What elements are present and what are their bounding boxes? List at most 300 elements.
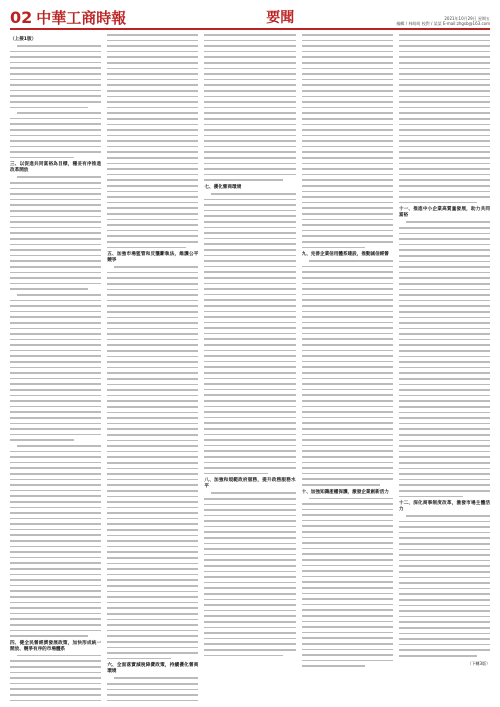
text-line <box>399 543 490 545</box>
text-line <box>10 378 101 380</box>
text-line <box>399 621 490 623</box>
text-line <box>204 311 295 313</box>
text-line <box>302 389 393 391</box>
text-line <box>399 638 490 640</box>
text-line <box>107 551 198 553</box>
text-line <box>399 129 490 131</box>
text-line <box>107 289 198 291</box>
text-line <box>302 598 393 600</box>
text-line <box>399 428 490 430</box>
text-line <box>399 79 490 81</box>
text-line <box>302 456 393 458</box>
text-line <box>107 241 198 243</box>
text-line <box>204 90 295 92</box>
text-line <box>10 467 101 469</box>
text-line <box>107 658 171 660</box>
text-line <box>10 666 101 668</box>
text-line <box>107 484 198 486</box>
text-line <box>399 456 490 458</box>
text-line <box>204 509 295 511</box>
text-line <box>204 305 295 307</box>
body-text <box>302 34 393 248</box>
text-line <box>302 79 393 81</box>
text-line <box>107 300 198 302</box>
text-line <box>302 394 393 396</box>
text-line <box>204 428 295 430</box>
text-line <box>302 90 393 92</box>
text-line <box>399 244 490 246</box>
text-line <box>302 484 380 486</box>
text-line <box>107 84 198 86</box>
text-line <box>204 543 295 545</box>
text-line <box>107 635 198 637</box>
text-line <box>399 560 490 562</box>
text-line <box>10 546 101 548</box>
text-line <box>10 73 101 75</box>
text-line <box>204 84 295 86</box>
text-line <box>399 372 490 374</box>
text-line <box>204 643 295 645</box>
text-line <box>10 683 101 685</box>
text-line <box>10 244 101 246</box>
text-line <box>107 350 198 352</box>
text-line <box>10 283 101 285</box>
text-line <box>107 423 198 425</box>
text-line <box>302 224 393 226</box>
text-line <box>107 294 198 296</box>
text-line <box>204 227 295 229</box>
text-line <box>399 266 490 268</box>
text-line <box>302 565 393 567</box>
text-line <box>302 305 393 307</box>
text-line <box>399 238 490 240</box>
heading-6: 八、加強和規範政府服務，提升政務服務水平 <box>204 478 296 490</box>
text-line <box>10 434 101 436</box>
text-line <box>107 630 198 632</box>
text-line <box>204 604 295 606</box>
body-text <box>302 498 393 667</box>
text-line <box>204 467 295 469</box>
body-text <box>10 45 101 158</box>
text-line <box>302 445 393 447</box>
text-line <box>17 45 101 47</box>
heading-2: 四、健全民營經濟發展政策，加快形成統一開放、競爭有序的市場體系 <box>10 640 102 652</box>
text-line <box>204 288 295 290</box>
text-line <box>10 56 101 58</box>
text-line <box>204 163 295 165</box>
text-line <box>10 355 101 357</box>
column-2 <box>107 34 198 702</box>
text-line <box>399 174 490 176</box>
text-line <box>10 635 88 637</box>
text-line <box>204 582 295 584</box>
text-line <box>10 428 101 430</box>
body-text <box>399 515 490 656</box>
text-line <box>302 45 393 47</box>
text-line <box>399 191 490 193</box>
text-line <box>399 202 477 204</box>
text-line <box>107 202 198 204</box>
text-line <box>10 372 101 374</box>
text-line <box>204 473 268 475</box>
text-line <box>302 525 393 527</box>
text-line <box>107 496 198 498</box>
text-line <box>399 344 490 346</box>
text-line <box>399 196 490 198</box>
text-line <box>107 185 198 187</box>
text-line <box>399 468 490 470</box>
heading-7: 九、完善企業信用體系建設，推動誠信經營 <box>301 252 389 258</box>
text-line <box>399 112 490 114</box>
text-line <box>10 406 101 408</box>
text-line <box>107 647 198 649</box>
text-line <box>204 255 295 257</box>
text-line <box>399 532 490 534</box>
text-line <box>406 221 490 223</box>
text-line <box>302 553 393 555</box>
text-line <box>302 288 393 290</box>
text-line <box>10 490 101 492</box>
text-line <box>204 439 295 441</box>
text-line <box>302 434 393 436</box>
text-line <box>10 400 101 402</box>
text-line <box>107 400 198 402</box>
text-line <box>107 529 198 531</box>
text-line <box>302 163 393 165</box>
text-line <box>204 576 295 578</box>
text-line <box>399 283 490 285</box>
text-line <box>10 367 101 369</box>
text-line <box>302 96 393 98</box>
text-line <box>10 238 101 240</box>
text-line <box>204 51 295 53</box>
text-line <box>204 96 295 98</box>
text-line <box>302 129 393 131</box>
text-line <box>204 638 295 640</box>
text-line <box>107 174 198 176</box>
text-line <box>204 174 295 176</box>
text-line <box>107 45 198 47</box>
text-line <box>107 585 198 587</box>
text-line <box>107 535 198 537</box>
text-line <box>204 73 295 75</box>
text-line <box>399 361 490 363</box>
text-line <box>399 118 490 120</box>
text-line <box>10 182 101 184</box>
text-line <box>302 56 393 58</box>
text-line <box>302 503 393 505</box>
text-line <box>204 587 295 589</box>
text-line <box>10 557 101 559</box>
text-line <box>302 241 393 243</box>
text-line <box>17 655 101 657</box>
text-line <box>107 378 198 380</box>
text-line <box>10 462 101 464</box>
text-line <box>204 565 295 567</box>
text-line <box>309 260 393 262</box>
text-line <box>10 266 101 268</box>
text-line <box>10 255 101 257</box>
text-line <box>204 406 295 408</box>
text-line <box>204 333 295 335</box>
text-line <box>107 591 198 593</box>
text-line <box>10 221 101 223</box>
text-line <box>399 179 490 181</box>
text-line <box>10 473 101 475</box>
text-line <box>10 204 101 206</box>
text-line <box>399 526 490 528</box>
text-line <box>107 51 198 53</box>
text-line <box>302 406 393 408</box>
text-line <box>399 90 490 92</box>
text-line <box>107 118 198 120</box>
text-line <box>204 655 282 657</box>
text-line <box>399 378 490 380</box>
text-line <box>204 107 295 109</box>
text-line <box>204 243 295 245</box>
text-line <box>204 168 295 170</box>
text-line <box>204 221 295 223</box>
text-line <box>302 333 393 335</box>
text-line <box>10 328 101 330</box>
text-line <box>399 627 490 629</box>
text-line <box>107 196 198 198</box>
text-line <box>302 559 393 561</box>
text-line <box>399 84 490 86</box>
text-line <box>211 492 295 494</box>
text-line <box>107 344 198 346</box>
text-line <box>399 328 490 330</box>
page-number: 02 <box>10 8 33 27</box>
text-line <box>399 490 490 492</box>
text-line <box>107 272 198 274</box>
text-line <box>302 185 393 187</box>
text-line <box>107 563 198 565</box>
text-line <box>399 272 490 274</box>
text-line <box>204 294 295 296</box>
text-line <box>10 534 101 536</box>
text-line <box>302 422 393 424</box>
text-line <box>204 118 295 120</box>
text-line <box>204 372 295 374</box>
text-line <box>10 607 101 609</box>
text-line <box>107 523 198 525</box>
text-line <box>399 496 463 498</box>
text-line <box>302 202 393 204</box>
text-line <box>10 272 101 274</box>
text-line <box>107 372 198 374</box>
text-line <box>204 394 295 396</box>
text-line <box>107 129 198 131</box>
text-line <box>399 333 490 335</box>
text-line <box>204 338 295 340</box>
text-line <box>406 515 490 517</box>
text-line <box>399 406 490 408</box>
text-line <box>10 579 101 581</box>
text-line <box>107 557 198 559</box>
text-line <box>204 79 295 81</box>
text-line <box>107 311 198 313</box>
text-line <box>204 355 295 357</box>
text-line <box>204 140 295 142</box>
text-line <box>399 146 490 148</box>
text-line <box>107 356 198 358</box>
text-line <box>107 40 198 42</box>
text-line <box>302 581 393 583</box>
text-line <box>399 367 490 369</box>
column-4 <box>302 34 393 702</box>
text-line <box>302 294 393 296</box>
text-line <box>10 484 101 486</box>
text-line <box>204 366 295 368</box>
text-line <box>302 62 393 64</box>
text-line <box>399 549 490 551</box>
text-line <box>302 576 393 578</box>
text-line <box>204 45 295 47</box>
text-line <box>302 174 393 176</box>
text-line <box>204 632 295 634</box>
text-line <box>10 512 101 514</box>
text-line <box>10 249 101 251</box>
text-line <box>107 56 198 58</box>
text-line <box>10 562 101 564</box>
text-line <box>107 417 198 419</box>
text-line <box>302 213 393 215</box>
text-line <box>204 400 295 402</box>
column-5 <box>399 34 490 702</box>
text-line <box>107 339 198 341</box>
text-line <box>10 157 74 159</box>
text-line <box>302 327 393 329</box>
text-line <box>399 582 490 584</box>
text-line <box>107 574 198 576</box>
text-line <box>10 574 101 576</box>
text-line <box>10 322 101 324</box>
text-line <box>10 232 101 234</box>
text-line <box>107 191 198 193</box>
text-line <box>302 361 393 363</box>
text-line <box>10 288 88 290</box>
text-line <box>107 445 198 447</box>
text-line <box>302 146 393 148</box>
text-line <box>399 577 490 579</box>
text-line <box>107 395 198 397</box>
text-line <box>399 157 490 159</box>
text-line <box>302 68 393 70</box>
text-line <box>107 440 198 442</box>
text-line <box>10 624 101 626</box>
text-line <box>107 613 198 615</box>
text-line <box>399 412 490 414</box>
text-line <box>302 649 393 651</box>
text-line <box>399 227 490 229</box>
text-line <box>302 355 393 357</box>
text-line <box>107 305 198 307</box>
text-line <box>10 227 101 229</box>
text-line <box>10 700 101 702</box>
text-line <box>10 118 101 120</box>
text-line <box>399 649 490 651</box>
heading-4: 六、全面落實減稅降費政策，持續優化營商環境 <box>107 663 199 675</box>
text-line <box>302 378 393 380</box>
text-line <box>107 140 198 142</box>
body-text <box>10 176 101 636</box>
text-line <box>204 40 295 42</box>
text-line <box>399 644 490 646</box>
column-1 <box>10 34 101 702</box>
text-line <box>10 260 101 262</box>
text-line <box>107 135 198 137</box>
text-line <box>204 34 295 36</box>
text-line <box>10 193 101 195</box>
text-line <box>204 238 295 240</box>
text-line <box>107 468 198 470</box>
editor-line: 編輯 / 林萌萌 校對 / 某某 E-mail:zhgsb@163.com <box>396 21 490 26</box>
text-line <box>107 101 198 103</box>
text-line <box>302 450 393 452</box>
text-line <box>10 688 101 690</box>
text-line <box>107 107 198 109</box>
text-line <box>204 179 282 181</box>
text-line <box>10 123 101 125</box>
text-line <box>204 327 295 329</box>
text-line <box>399 45 490 47</box>
text-line <box>302 34 393 36</box>
text-line <box>204 151 295 153</box>
text-line <box>204 498 295 500</box>
text-line <box>107 367 198 369</box>
text-line <box>107 361 198 363</box>
text-line <box>204 322 295 324</box>
text-line <box>302 191 393 193</box>
text-line <box>399 451 490 453</box>
text-line <box>302 660 393 662</box>
text-line <box>204 417 295 419</box>
date-line: 2021年10月29日 星期五 <box>444 16 490 21</box>
text-line <box>204 260 295 262</box>
text-line <box>107 607 198 609</box>
text-line <box>399 277 490 279</box>
text-line <box>10 677 101 679</box>
text-line <box>302 478 393 480</box>
text-line <box>302 101 393 103</box>
text-line <box>302 84 393 86</box>
text-line <box>302 428 393 430</box>
text-line <box>302 615 393 617</box>
text-line <box>302 632 393 634</box>
text-line <box>302 400 393 402</box>
text-line <box>204 610 295 612</box>
heading-3: 五、加強市場監管和反壟斷執法，維護公平競爭 <box>107 252 199 264</box>
text-line <box>302 654 393 656</box>
text-line <box>114 266 198 268</box>
text-line <box>302 587 393 589</box>
text-line <box>302 366 393 368</box>
text-line <box>399 400 490 402</box>
text-line <box>107 434 198 436</box>
text-line <box>107 619 198 621</box>
text-line <box>10 383 101 385</box>
text-line <box>302 230 393 232</box>
text-line <box>10 456 101 458</box>
text-line <box>107 73 198 75</box>
text-line <box>107 428 198 430</box>
text-line <box>107 451 198 453</box>
text-line <box>107 224 198 226</box>
text-line <box>302 417 393 419</box>
text-line <box>302 344 393 346</box>
continued-tag: （下轉3版） <box>467 660 491 666</box>
